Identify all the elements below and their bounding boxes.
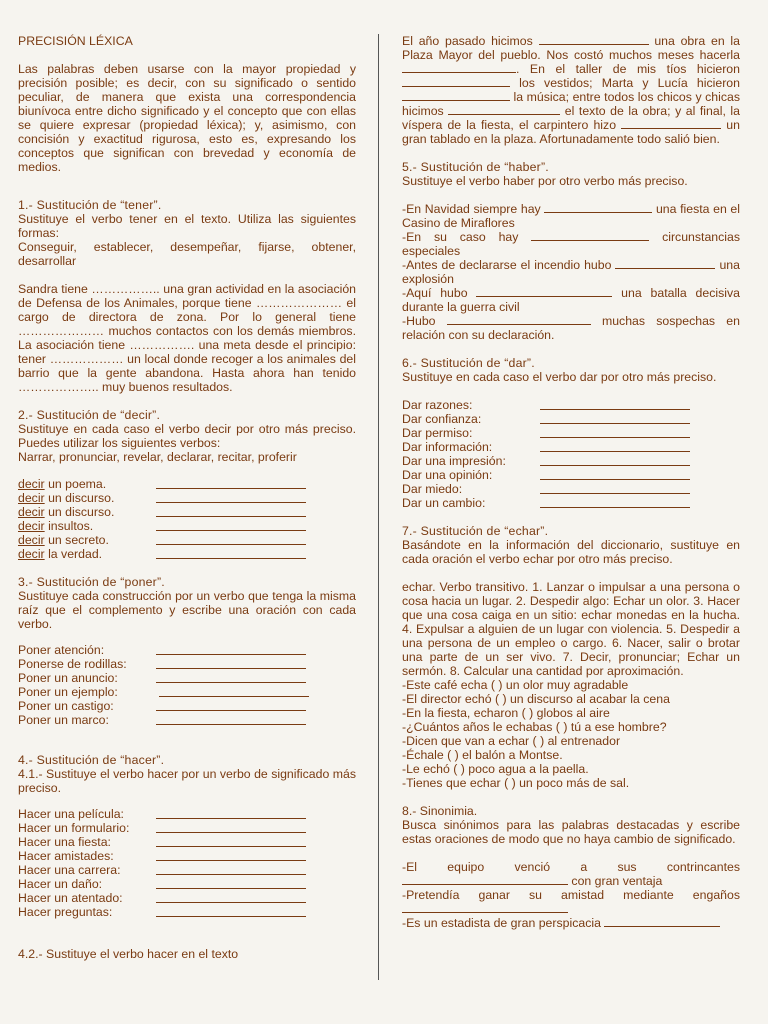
section-7-item: -Le echó ( ) poco agua a la paella. [402,762,589,776]
answer-blank[interactable] [604,916,720,927]
answer-blank[interactable] [544,202,652,213]
answer-line[interactable] [156,891,306,903]
list-item: Ponerse de rodillas: [18,657,356,671]
section-7-title: 7.- Sustitución de “echar”. [402,524,549,538]
section-6-title: 6.- Sustitución de “dar”. [402,356,535,370]
list-item: Hacer una película: [18,807,356,821]
section-6-list [402,398,740,510]
answer-line[interactable] [156,699,306,711]
answer-line[interactable] [156,519,306,531]
answer-line[interactable] [540,440,690,452]
section-5-item: -Hubo muchas sospechas en relación con su declaración. [402,314,740,342]
verb-decir: decir [18,547,45,561]
verb-decir: decir [18,519,45,533]
list-item: Dar una impresión: [402,454,740,468]
list-item: Poner un marco: [18,713,356,727]
list-item: Dar confianza: [402,412,740,426]
verb-decir: decir [18,505,45,519]
section-5-item: -En su caso hay circunstancias especiales [402,230,740,258]
answer-line[interactable] [156,671,306,683]
answer-line[interactable] [156,905,306,917]
section-5-instructions: Sustituye el verbo haber por otro verbo más preciso. [402,174,688,188]
answer-blank[interactable] [615,258,715,269]
section-8-item-2-line [402,902,740,916]
section-4-list [18,807,356,919]
answer-line[interactable] [156,877,306,889]
answer-blank[interactable] [402,902,568,913]
verb-decir: decir [18,477,45,491]
list-item: Dar una opinión: [402,468,740,482]
dictionary-definition: echar. Verbo transitivo. 1. Lanzar o impulsar a una persona o cosa hacia un lugar. 2. Despedir algo: Echar un olor. 3. Hacer que una cosa caiga en un sitio: echar monedas en la hucha. 4. Expulsar a alguien de un lugar con violencia. 5. Despedir a una persona de un empleo o cargo. 6. Nacer, salir o brotar una parte de un ser vivo. 7. Decir, pronunciar; Echar un sermón. 8. Calcular una cantidad por aproximación. [402,580,740,678]
section-7-item: -Dicen que van a echar ( ) al entrenador [402,734,621,748]
section-6-instructions: Sustituye en cada caso el verbo dar por otro más preciso. [402,370,717,384]
answer-line[interactable] [156,849,306,861]
section-5-title: 5.- Sustitución de “haber”. [402,160,549,174]
section-8-title: 8.- Sinonimia. [402,804,478,818]
section-4-1-instructions: 4.1.- Sustituye el verbo hacer por un verbo de significado más preciso. [18,767,356,795]
section-5-item: -Aquí hubo una batalla decisiva durante la guerra civil [402,286,740,314]
section-8-item-1a: -El equipo venció a sus contrincantes [402,860,740,874]
left-column [18,34,356,961]
section-2-list [18,477,356,561]
list-item: Dar información: [402,440,740,454]
page-title: PRECISIÓN LÉXICA [18,34,133,48]
answer-line[interactable] [540,482,690,494]
section-3-instructions: Sustituye cada construcción por un verbo que tenga la misma raíz que el complemento y escribe una oración con cada verbo. [18,589,356,631]
verb-decir: decir [18,533,45,547]
section-8-item-3: -Es un estadista de gran perspicacia [402,916,740,930]
section-2-verbs: Narrar, pronunciar, revelar, declarar, recitar, proferir [18,450,297,464]
answer-blank[interactable] [539,34,649,45]
section-7-item: -Échale ( ) el balón a Montse. [402,748,563,762]
list-item: Dar permiso: [402,426,740,440]
right-column [402,34,740,930]
section-1-title: 1.- Sustitución de “tener”. [18,198,162,212]
list-item: Hacer una carrera: [18,863,356,877]
answer-blank[interactable] [402,62,516,73]
section-5-item: -En Navidad siempre hay una fiesta en el Casino de Miraflores [402,202,740,230]
section-7-item: -Tienes que echar ( ) un poco más de sal. [402,776,630,790]
answer-line[interactable] [540,412,690,424]
answer-line[interactable] [156,807,306,819]
answer-blank[interactable] [402,874,568,885]
answer-blank[interactable] [531,230,649,241]
list-item: Hacer una fiesta: [18,835,356,849]
section-3-title: 3.- Sustitución de “poner”. [18,575,165,589]
section-8-instructions: Busca sinónimos para las palabras destacadas y escribe estas oraciones de modo que no haya cambio de significado. [402,818,740,846]
list-item: decir la verdad. [18,547,356,561]
answer-line[interactable] [159,685,309,697]
list-item: Hacer amistades: [18,849,356,863]
list-item: Hacer un daño: [18,877,356,891]
answer-line[interactable] [156,835,306,847]
section-1-verbs: Conseguir, establecer, desempeñar, fijarse, obtener, desarrollar [18,240,356,268]
list-item: decir un poema. [18,477,356,491]
answer-line[interactable] [540,398,690,410]
answer-blank[interactable] [448,104,560,115]
answer-line[interactable] [156,505,306,517]
answer-line[interactable] [156,713,306,725]
story-text: El año pasado hicimos una obra en la Plaza Mayor del pueblo. Nos costó muchos meses hacerla . En el taller de mis tíos hicieron los vestidos; Marta y Lucía hicieron la música; entre todos los chicos y chicas hicimos el texto de la obra; y al final, la víspera de la fiesta, el carpintero hizo un gran tablado en la plaza. Afortunadamente todo salió bien. [402,34,740,146]
section-7-item: -Este café echa ( ) un olor muy agradable [402,678,629,692]
answer-line[interactable] [156,491,306,503]
list-item: decir un discurso. [18,505,356,519]
answer-line[interactable] [156,477,306,489]
section-8-item-1b: con gran ventaja [402,874,740,888]
answer-line[interactable] [156,533,306,545]
answer-line[interactable] [540,426,690,438]
answer-line[interactable] [156,547,306,559]
answer-line[interactable] [156,821,306,833]
list-item: Dar razones: [402,398,740,412]
answer-blank[interactable] [402,76,510,87]
verb-decir: decir [18,491,45,505]
section-7-item: -¿Cuántos años le echabas ( ) tú a ese hombre? [402,720,667,734]
list-item: Dar miedo: [402,482,740,496]
list-item: Poner atención: [18,643,356,657]
list-item: Poner un castigo: [18,699,356,713]
list-item: Poner un ejemplo: [18,685,356,699]
list-item: decir un secreto. [18,533,356,547]
intro-paragraph: Las palabras deben usarse con la mayor propiedad y precisión posible; es decir, con su significado o sentido peculiar, de manera que exista una correspondencia biunívoca entre dicho significado y el concepto que con ellas se quiere expresar (propiedad léxica); y, asimismo, con concisión y exactitud rigurosa, esto es, expresando los conceptos que significan con brevedad y economía de medios. [18,62,356,174]
section-2-instructions: Sustituye en cada caso el verbo decir por otro más preciso. Puedes utilizar los siguientes verbos: [18,422,356,450]
list-item: Hacer un atentado: [18,891,356,905]
list-item: Hacer preguntas: [18,905,356,919]
section-4-2-instructions: 4.2.- Sustituye el verbo hacer en el texto [18,947,239,961]
answer-line[interactable] [540,496,690,508]
column-divider [378,34,379,980]
section-2-title: 2.- Sustitución de “decir”. [18,408,161,422]
list-item: Hacer un formulario: [18,821,356,835]
answer-blank[interactable] [402,90,510,101]
answer-line[interactable] [540,454,690,466]
answer-line[interactable] [156,643,306,655]
section-8-item-2: -Pretendía ganar su amistad mediante engaños [402,888,740,902]
answer-line[interactable] [156,863,306,875]
section-5-item: -Antes de declararse el incendio hubo una explosión [402,258,740,286]
list-item: Poner un anuncio: [18,671,356,685]
answer-line[interactable] [540,468,690,480]
answer-blank[interactable] [476,286,612,297]
list-item: decir un discurso. [18,491,356,505]
section-7-item: -El director echó ( ) un discurso al acabar la cena [402,692,670,706]
section-3-list [18,643,356,727]
section-1-instructions: Sustituye el verbo tener en el texto. Utiliza las siguientes formas: [18,212,356,240]
section-4-title: 4.- Sustitución de “hacer”. [18,753,165,767]
answer-blank[interactable] [447,314,591,325]
section-7-item: -En la fiesta, echaron ( ) globos al aire [402,706,610,720]
section-7-instructions: Basándote en la información del diccionario, sustituye en cada oración el verbo echar por otro más preciso. [402,538,740,566]
list-item: Dar un cambio: [402,496,740,510]
answer-blank[interactable] [621,118,721,129]
section-1-text: Sandra tiene …………….. una gran actividad en la asociación de Defensa de los Animales, porque tiene ………………… el cargo de directora de zona. Por lo general tiene ………………… muchos contactos con los demás miembros. La asociación tiene ……………. una meta desde el principio: tener ……………… un local donde recoger a los animales del barrio que la gente abandona. Hasta ahora han tenido ……………….. muy buenos resultados. [18,282,356,394]
list-item: decir insultos. [18,519,356,533]
answer-line[interactable] [156,657,306,669]
